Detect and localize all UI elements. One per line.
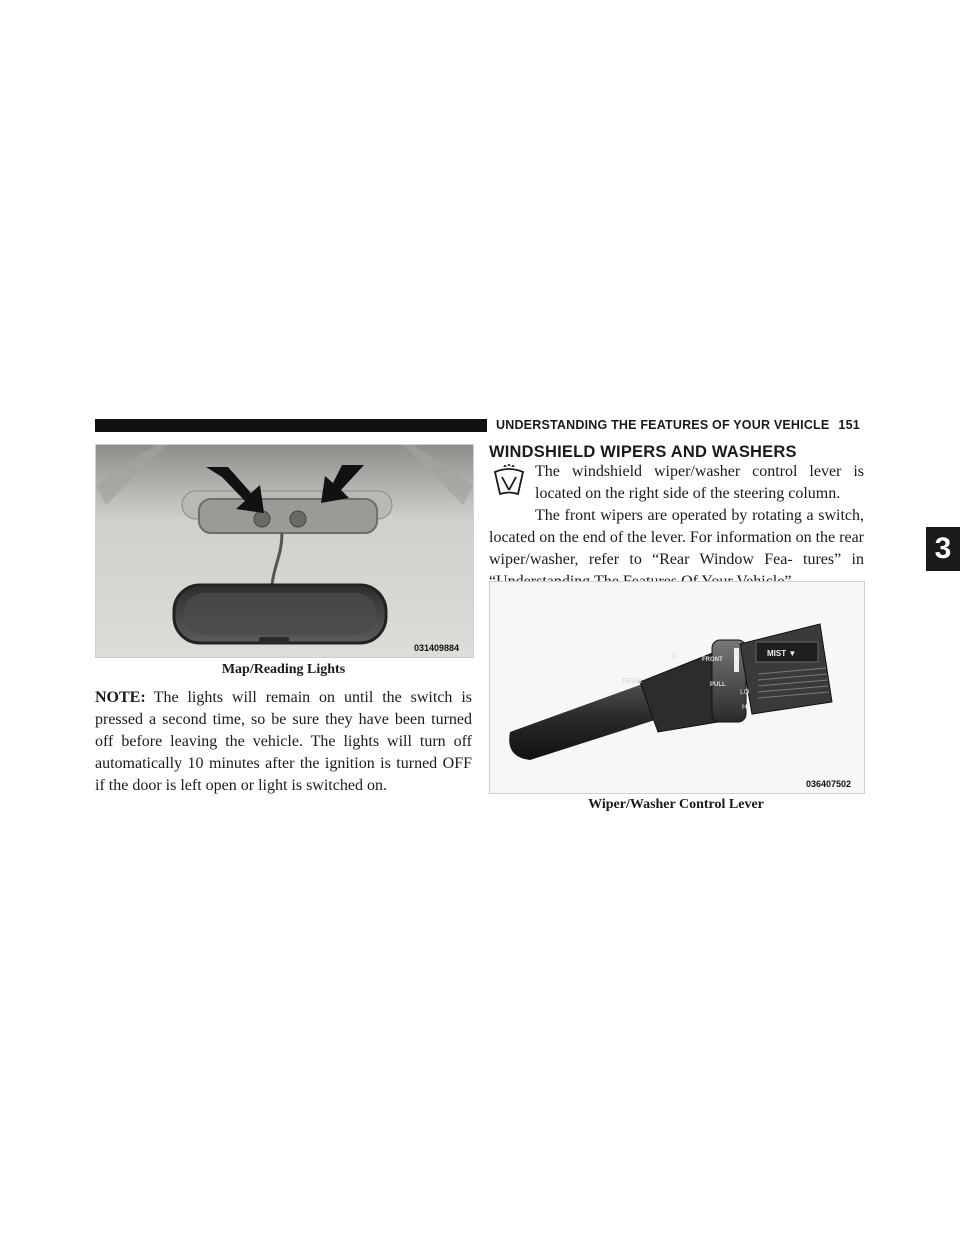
wiper-lever-figure — [489, 581, 865, 794]
paragraph-2: The front wipers are operated by rotating a switch, located on the end of the lever. For information on the rear wiper/washer, refer to “Rear Window Fea- tures” in — [489, 507, 864, 568]
note-label: NOTE: — [95, 689, 146, 706]
note-text: The lights will remain on until the switch is pressed a second time, so be sure they have been turned off before leaving the vehicle. The lights will turn off automatically 10 minutes after the ignition is turned OFF if the door is left open or light is switched on. — [95, 689, 472, 794]
wiper-lever-illustration — [490, 582, 864, 793]
section-body — [489, 461, 864, 593]
paragraph-1: The windshield wiper/washer control lever is located on the right side of the steering column. — [535, 463, 864, 502]
section-title: WINDSHIELD WIPERS AND WASHERS — [489, 443, 797, 461]
note-paragraph — [95, 687, 472, 797]
lever-label-hi: HI — [742, 704, 749, 711]
map-reading-lights-figure — [95, 444, 474, 658]
lever-label-rear: REAR — [622, 678, 642, 685]
header-title: UNDERSTANDING THE FEATURES OF YOUR VEHICLE — [496, 418, 830, 432]
figure-caption: Map/Reading Lights — [221, 662, 346, 677]
map-lights-illustration — [96, 445, 473, 657]
figure-code: 036407502 — [806, 779, 852, 789]
figure-code: 031409884 — [414, 643, 460, 653]
running-header — [496, 418, 864, 432]
lever-label-lo: LO — [740, 689, 750, 696]
lever-label-pull: PULL — [710, 682, 726, 688]
figure-caption: Wiper/Washer Control Lever — [588, 797, 764, 812]
lever-label-off: O — [672, 653, 678, 660]
page-number: 151 — [838, 418, 860, 432]
chapter-tab: 3 — [926, 527, 960, 571]
lever-label-front: FRONT — [702, 657, 723, 663]
lever-label-mist: MIST ▼ — [767, 649, 797, 658]
header-rule — [95, 419, 487, 432]
